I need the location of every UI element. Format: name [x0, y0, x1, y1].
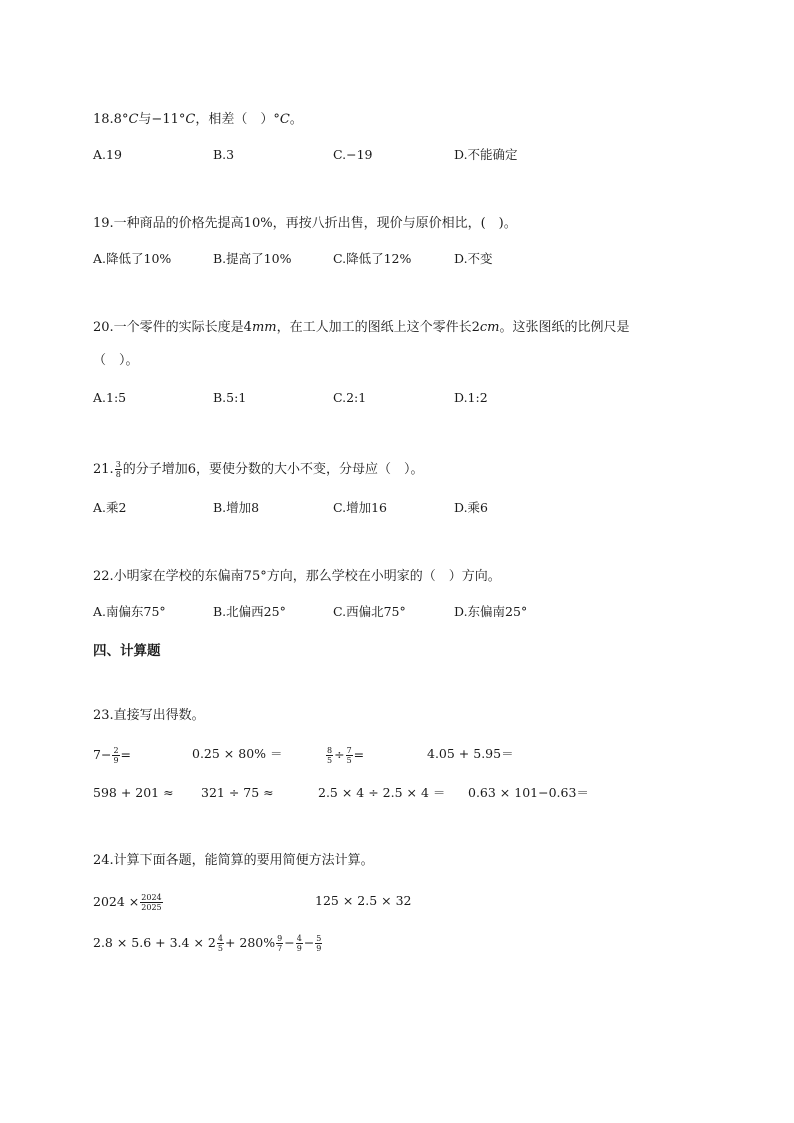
q22-option-c: C.西偏北75°	[333, 604, 406, 619]
q18-option-d: D.不能确定	[454, 147, 518, 162]
q20-option-a: A.1:5	[93, 390, 127, 405]
fraction: $\frac{4}{9}$	[296, 934, 302, 953]
q19-option-c: C.降低了12%	[333, 251, 412, 266]
q19-option-a: A.降低了10%	[93, 251, 172, 266]
q23-r2c2: 321 ÷ 75 ≈	[201, 785, 274, 800]
q24-stem: 24.计算下面各题，能简算的要用简便方法计算。	[93, 853, 374, 868]
section-title: 四、计算题	[93, 643, 161, 659]
q20-option-b: B.5:1	[213, 390, 247, 405]
q20-option-d: D.1:2	[454, 390, 488, 405]
q23-r2c4: 0.63 × 101−0.63＝	[468, 785, 589, 800]
fraction: $\frac{7}{5}$	[346, 746, 352, 765]
q22-option-b: B.北偏西25°	[213, 604, 286, 619]
q21-stem: 21. $\frac{3}{8}$ 的分子增加6，要使分数的大小不变，分母应（ ）。	[93, 460, 424, 479]
q21-option-c: C.增加16	[333, 500, 387, 515]
fraction: $\frac{2024}{2025}$	[141, 893, 162, 912]
q18-stem: 18.8°C与−11°C，相差（ ）°C。	[93, 112, 303, 127]
q21-option-a: A.乘2	[93, 500, 127, 515]
q19-stem: 19.一种商品的价格先提高10%，再按八折出售，现价与原价相比，( )。	[93, 216, 517, 231]
q22-option-a: A.南偏东75°	[93, 604, 166, 619]
q23-r1c1: 7− $\frac{2}{9}$ =	[93, 746, 132, 765]
fraction: $\frac{8}{5}$	[327, 746, 333, 765]
q19-option-d: D.不变	[454, 251, 493, 266]
fraction: $\frac{4}{5}$	[217, 934, 223, 953]
q22-option-d: D.东偏南25°	[454, 604, 528, 619]
fraction: $\frac{2}{9}$	[113, 746, 119, 765]
q20-option-c: C.2:1	[333, 390, 367, 405]
q24-expr-3: 2.8 × 5.6 + 3.4 × 2 $\frac{4}{5}$ + 280% $\frac{9}{7}$ − $\frac{4}{9}$ − $\frac{5}{9}$	[93, 934, 322, 953]
q20-stem-line2: （ ）。	[93, 353, 139, 368]
q23-r2c1: 598 + 201 ≈	[93, 785, 174, 800]
q18-option-b: B.3	[213, 147, 235, 162]
q18-option-a: A.19	[93, 147, 122, 162]
q23-r1c4: 4.05 + 5.95＝	[427, 746, 514, 761]
fraction: $\frac{9}{7}$	[277, 934, 283, 953]
q23-r2c3: 2.5 × 4 ÷ 2.5 × 4 ＝	[318, 785, 446, 800]
q22-stem: 22.小明家在学校的东偏南75°方向，那么学校在小明家的（ ）方向。	[93, 569, 501, 584]
q23-r1c2: 0.25 × 80% ＝	[192, 746, 283, 761]
fraction: $\frac{5}{9}$	[316, 934, 322, 953]
q23-stem: 23.直接写出得数。	[93, 708, 205, 723]
q18-option-c: C.−19	[333, 147, 373, 162]
fraction: $\frac{3}{8}$	[115, 460, 121, 479]
q21-option-d: D.乘6	[454, 500, 489, 515]
q20-stem: 20.一个零件的实际长度是4mm，在工人加工的图纸上这个零件长2cm。这张图纸的比例尺是	[93, 320, 630, 335]
q23-r1c3: $\frac{8}{5}$ ÷ $\frac{7}{5}$ =	[327, 746, 365, 765]
q24-expr-2: 125 × 2.5 × 32	[315, 893, 412, 908]
q21-option-b: B.增加8	[213, 500, 260, 515]
q24-expr-1: 2024 × $\frac{2024}{2025}$	[93, 893, 162, 912]
q19-option-b: B.提高了10%	[213, 251, 292, 266]
